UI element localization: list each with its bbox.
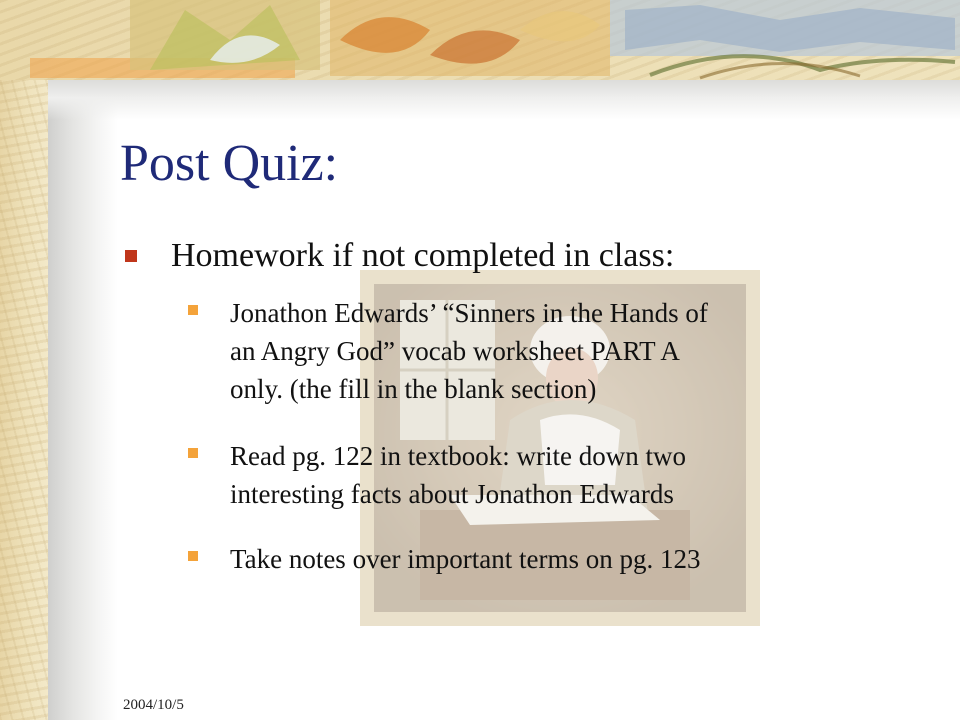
bullet-homework-text: Homework if not completed in class: [171, 237, 675, 274]
square-bullet-icon [125, 250, 137, 262]
sub-bullet-line: Take notes over important terms on pg. 123 [230, 544, 701, 574]
sub-bullet-line: an Angry God” vocab worksheet PART A [230, 336, 680, 366]
sub-bullet-line: Jonathon Edwards’ “Sinners in the Hands of [230, 298, 708, 328]
square-bullet-icon [188, 305, 198, 315]
leaf-banner [0, 0, 960, 80]
slide-title: Post Quiz: [120, 135, 339, 192]
sub-bullet-text [230, 437, 890, 513]
banner-shadow [48, 80, 960, 120]
sub-bullet-text [230, 294, 890, 408]
side-shadow [48, 78, 118, 720]
footer-date: 2004/10/5 [123, 697, 184, 713]
sub-bullet-line: only. (the fill in the blank section) [230, 374, 597, 404]
sub-bullet-line: interesting facts about Jonathon Edwards [230, 479, 674, 509]
leaf-banner-art [0, 0, 960, 80]
sub-bullet-text [230, 540, 890, 578]
square-bullet-icon [188, 551, 198, 561]
sub-bullet-line: Read pg. 122 in textbook: write down two [230, 441, 686, 471]
parchment-sidebar [0, 0, 48, 720]
square-bullet-icon [188, 448, 198, 458]
